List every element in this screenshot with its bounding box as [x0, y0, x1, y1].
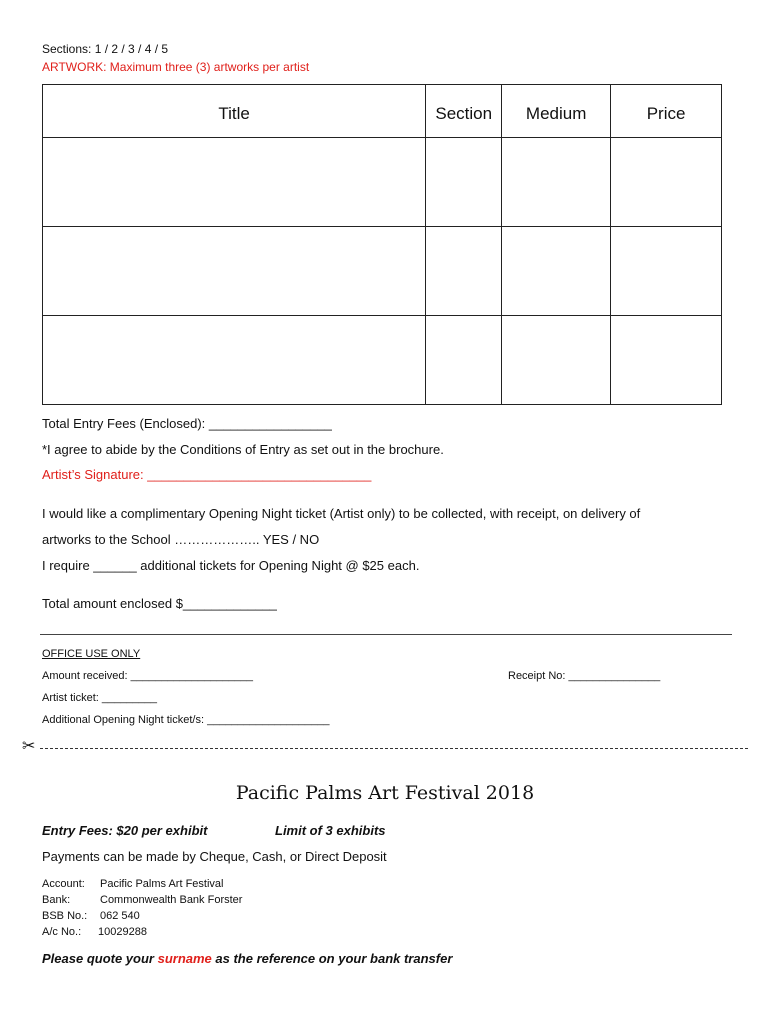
account-label: Account:: [42, 878, 85, 890]
divider: [40, 634, 732, 635]
quote-reference: [42, 951, 452, 966]
bank-label: Bank:: [42, 894, 71, 906]
section-cell[interactable]: [426, 227, 502, 316]
payments-line: Payments can be made by Cheque, Cash, or Direct Deposit: [42, 849, 387, 864]
title-cell[interactable]: [43, 227, 426, 316]
signature-line: Artist’s Signature: _______________________________: [42, 467, 372, 482]
festival-title: Pacific Palms Art Festival 2018: [235, 782, 535, 804]
bank-value: Commonwealth Bank Forster: [100, 894, 243, 906]
artwork-note: ARTWORK: Maximum three (3) artworks per artist: [42, 60, 310, 74]
quote-surname: surname: [157, 951, 212, 966]
table-header-row: [43, 85, 722, 138]
quote-post: as the reference on your bank transfer: [211, 951, 453, 966]
entry-fees: Entry Fees: $20 per exhibit: [42, 823, 208, 838]
artwork-table: [42, 84, 722, 405]
scissors-icon: ✂: [22, 738, 36, 755]
ac-label: A/c No.:: [42, 926, 82, 938]
medium-cell[interactable]: [502, 138, 611, 227]
receipt-no: Receipt No: _______________: [508, 670, 661, 682]
price-cell[interactable]: [611, 138, 722, 227]
section-cell[interactable]: [426, 138, 502, 227]
additional-tickets: Additional Opening Night ticket/s: ____________________: [42, 714, 330, 726]
amount-received: Amount received: ____________________: [42, 670, 254, 682]
total-entry-fees: Total Entry Fees (Enclosed): _________________: [42, 416, 332, 431]
office-use-heading: OFFICE USE ONLY: [42, 648, 141, 660]
account-value: Pacific Palms Art Festival: [100, 878, 224, 890]
ticket-line-1: I would like a complimentary Opening Night ticket (Artist only) to be collected, with receipt, on delivery of: [42, 506, 641, 521]
ac-value: 10029288: [98, 926, 147, 938]
table-row: [43, 316, 722, 405]
sections-line: Sections: 1 / 2 / 3 / 4 / 5: [42, 42, 169, 56]
limit-exhibits: Limit of 3 exhibits: [275, 823, 386, 838]
header-section: Section: [426, 85, 502, 138]
quote-pre: Please quote your: [42, 951, 158, 966]
header-price: Price: [611, 85, 722, 138]
medium-cell[interactable]: [502, 316, 611, 405]
medium-cell[interactable]: [502, 227, 611, 316]
total-amount: Total amount enclosed $_____________: [42, 596, 277, 611]
cut-line: [40, 748, 748, 749]
header-medium: Medium: [502, 85, 611, 138]
price-cell[interactable]: [611, 227, 722, 316]
section-cell[interactable]: [426, 316, 502, 405]
table-row: [43, 227, 722, 316]
bsb-label: BSB No.:: [42, 910, 88, 922]
artist-ticket: Artist ticket: _________: [42, 692, 157, 704]
agree-line: *I agree to abide by the Conditions of Entry as set out in the brochure.: [42, 442, 444, 457]
title-cell[interactable]: [43, 138, 426, 227]
price-cell[interactable]: [611, 316, 722, 405]
bsb-value: 062 540: [100, 910, 140, 922]
ticket-line-2: artworks to the School ……………….. YES / NO: [42, 532, 320, 547]
header-title: Title: [43, 85, 426, 138]
table-row: [43, 138, 722, 227]
require-line: I require ______ additional tickets for Opening Night @ $25 each.: [42, 558, 420, 573]
title-cell[interactable]: [43, 316, 426, 405]
